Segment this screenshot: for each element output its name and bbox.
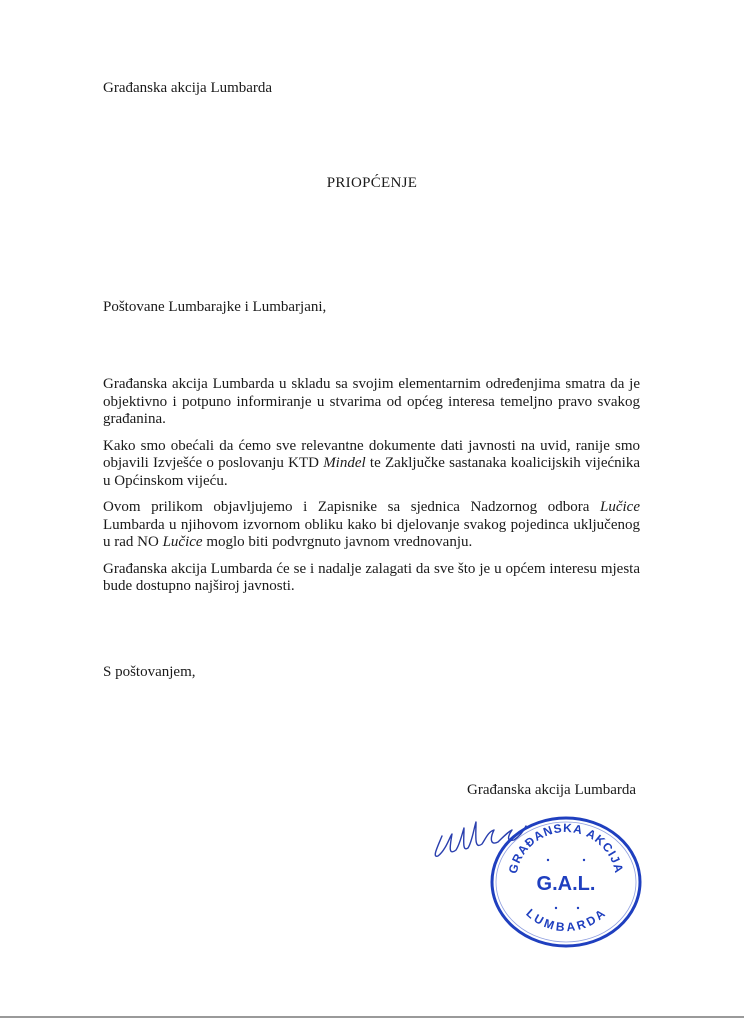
paragraph-3 [103,499,640,552]
paragraph-1: Građanska akcija Lumbarda u skladu sa svojim elementarnim određenjima smatra da je objektivno i potpuno informiranje u stvarima od općeg interesa temeljno pravo svakog građanina. [103,376,640,427]
header-organization: Građanska akcija Lumbarda [103,80,273,96]
paragraph-2-part-a: Kako smo obećali da ćemo sve relevantne dokumente dati javnosti na uvid, ranije smo objavili Izvješće o poslovanju KTD [103,437,640,471]
closing: S poštovanjem, [103,664,196,680]
stamp-top-text: GRAĐANSKA AKCIJA [505,820,627,875]
stamp-center-text: G.A.L. [536,873,596,895]
paragraph-3-italic-2: Lučice [162,534,203,550]
paragraph-4: Građanska akcija Lumbarda će se i nadalje zalagati da sve što je u općem interesu mjesta bude dostupno najširoj javnosti. [103,560,640,594]
stamp-bottom-text: LUMBARDA [523,905,609,935]
paragraph-3-part-b: Lumbarda u njihovom izvornom obliku kako bi djelovanje svakog pojedinca uključenog u rad NO [103,516,640,550]
document-title: PRIOPĆENJE [326,175,418,191]
paragraph-2-part-b: te Zaključke sastanaka koalicijskih vijećnika u Općinskom vijeću. [103,455,640,489]
scan-edge-line [0,1016,744,1018]
paragraph-3-italic-1: Lučice [600,499,640,515]
organization-stamp [486,810,646,950]
paragraph-3-part-a: Ovom prilikom objavljujemo i Zapisnike sa sjednica Nadzornog odbora [103,499,601,515]
body-text [103,376,640,605]
signature-organization: Građanska akcija Lumbarda [467,782,637,798]
paragraph-2 [103,438,640,491]
paragraph-3-part-c: moglo biti podvrgnuto javnom vrednovanju. [202,534,473,550]
salutation: Poštovane Lumbarajke i Lumbarjani, [103,299,327,315]
paragraph-2-italic: Mindel [323,455,366,471]
